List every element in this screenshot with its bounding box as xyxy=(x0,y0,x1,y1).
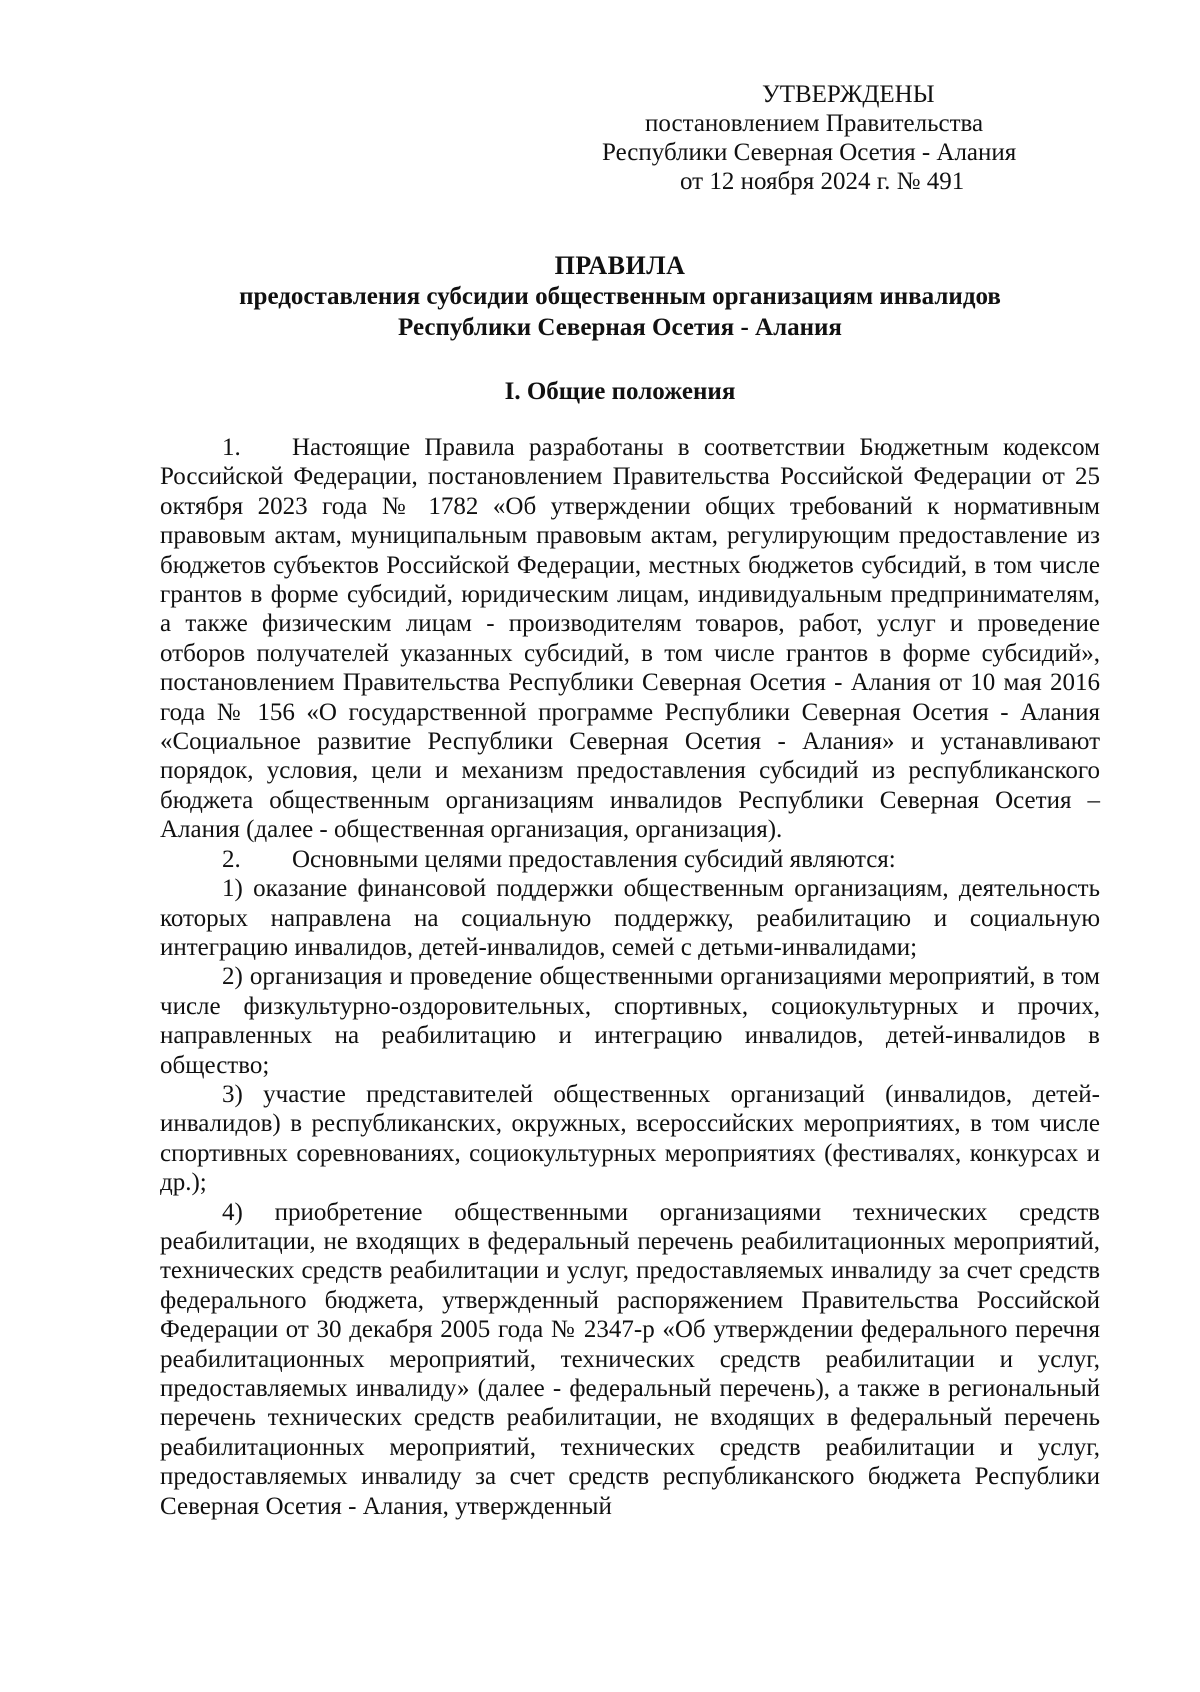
approval-stamp: УТВЕРЖДЕНЫ xyxy=(762,81,935,108)
approval-block xyxy=(600,80,1120,196)
clause-2-text: Основными целями предоставления субсидий являются: xyxy=(292,845,896,873)
document-title: ПРАВИЛА xyxy=(554,251,686,280)
clause-2-number: 2. xyxy=(222,845,241,873)
clause-2 xyxy=(160,845,1100,874)
document-subtitle-line1: предоставления субсидии общественным организациям инвалидов xyxy=(239,283,1001,310)
document-body xyxy=(160,433,1100,1521)
approval-line-resolution: постановлением Правительства xyxy=(645,110,984,137)
approval-line-republic: Республики Северная Осетия - Алания xyxy=(602,139,1017,166)
clause-1-number: 1. xyxy=(222,434,241,461)
clause-2-item-3: 3) участие представителей общественных организаций (инвалидов, детей-инвалидов) в республиканских, окружных, всероссийских мероприятиях, в том числе спортивных соревнованиях, социокультурных мероприятиях (фестивалях, конкурсах и др.); xyxy=(160,1080,1100,1197)
clause-1 xyxy=(160,433,1100,845)
section-heading: I. Общие положения xyxy=(504,378,736,405)
approval-line-date: от 12 ноября 2024 г. № 491 xyxy=(680,168,965,195)
document-title-block xyxy=(150,250,1090,343)
document-subtitle-line2: Республики Северная Осетия - Алания xyxy=(398,314,842,341)
clause-2-item-4: 4) приобретение общественными организациями технических средств реабилитации, не входящих в федеральный перечень реабилитационных мероприятий, технических средств реабилитации и услуг, предоставляемых инвалиду за счет средств федерального бюджета, утвержденный распоряжением Правительства Российской Федерации от 30 декабря 2005 года № 2347-р «Об утверждении федерального перечня реабилитационных мероприятий, технических средств реабилитации и услуг, предоставляемых инвалиду» (далее - федеральный перечень), а также в региональный перечень технических средств реабилитации, не входящих в федеральный перечень реабилитационных мероприятий, технических средств реабилитации и услуг, предоставляемых инвалиду за счет средств республиканского бюджета Республики Северная Осетия - Алания, утвержденный xyxy=(160,1198,1100,1520)
clause-1-text: Настоящие Правила разработаны в соответствии Бюджетным кодексом Российской Федерации, постановлением Правительства Российской Федерации от 25 октября 2023 года № 1782 «Об утверждении общих требований к нормативным правовым актам, муниципальным правовым актам, регулирующим предоставление из бюджетов субъектов Российской Федерации, местных бюджетов субсидий, в том числе грантов в форме субсидий, юридическим лицам, индивидуальным предпринимателям, а также физическим лицам - производителям товаров, работ, услуг и проведение отборов получателей указанных субсидий, в том числе грантов в форме субсидий», постановлением Правительства Республики Северная Осетия - Алания от 10 мая 2016 года № 156 «О государственной программе Республики Северная Осетия - Алания «Социальное развитие Республики Северная Осетия - Алания» и устанавливают порядок, условия, цели и механизм предоставления субсидий из республиканского бюджета общественным организациям инвалидов Республики Северная Осетия – Алания (далее - общественная организация, организация). xyxy=(160,434,1100,844)
clause-2-item-1: 1) оказание финансовой поддержки общественным организациям, деятельность которых направлена на социальную поддержку, реабилитацию и социальную интеграцию инвалидов, детей-инвалидов, семей с детьми-инвалидами; xyxy=(160,875,1100,961)
clause-2-item-2: 2) организация и проведение общественными организациями мероприятий, в том числе физкультурно-оздоровительных, спортивных, социокультурных и прочих, направленных на реабилитацию и интеграцию инвалидов, детей-инвалидов в общество; xyxy=(160,963,1100,1079)
